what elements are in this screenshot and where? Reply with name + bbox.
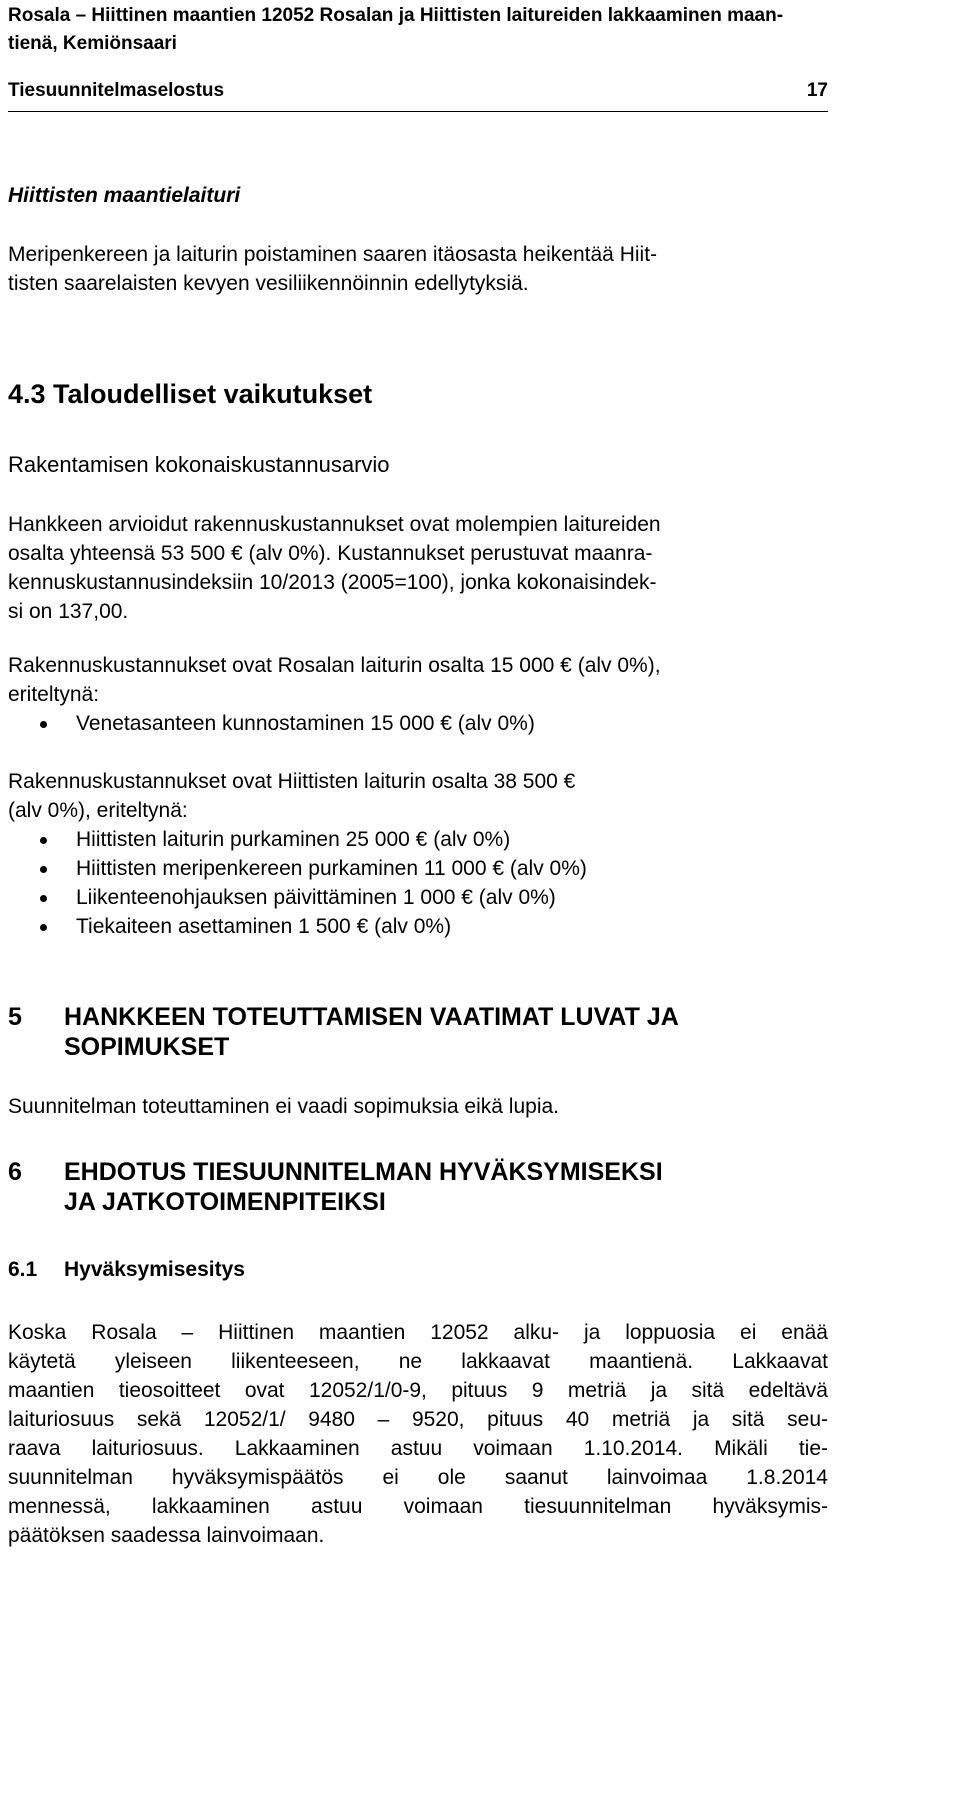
text-line: kennuskustannusindeksiin 10/2013 (2005=100), jonka kokonaisindek- (8, 571, 657, 594)
text-line: mennessä, lakkaaminen astuu voimaan tiesuunnitelman hyväksymis- (8, 1495, 828, 1518)
rosala-cost-list (8, 709, 828, 738)
text-line: Koska Rosala – Hiittinen maantien 12052 alku- ja loppuosia ei enää (8, 1321, 828, 1344)
text-line: Rakennuskustannukset ovat Rosalan laiturin osalta 15 000 € (alv 0%), (8, 654, 661, 677)
section-6-1-heading: 6.1 Hyväksymisesitys (8, 1255, 828, 1284)
text-line: tisten saarelaisten kevyen vesiliikennöinnin edellytyksiä. (8, 272, 529, 295)
list-item: Tiekaiteen asettaminen 1 500 € (alv 0%) (8, 912, 828, 941)
header-title (8, 2, 828, 58)
section-4-3-heading: 4.3 Taloudelliset vaikutukset (8, 379, 373, 409)
list-item: Hiittisten meripenkereen purkaminen 11 000 € (alv 0%) (8, 854, 828, 883)
text-line: (alv 0%), eriteltynä: (8, 799, 188, 822)
header-title-line: tienä, Kemiönsaari (8, 33, 177, 54)
hiittisten-heading: Hiittisten maantielaituri (8, 184, 241, 207)
header-title-line: Rosala – Hiittinen maantien 12052 Rosalan ja Hiittisten laitureiden lakkaaminen maan- (8, 5, 784, 26)
text-line: käytetä yleiseen liikenteeseen, ne lakkaavat maantienä. Lakkaavat (8, 1350, 828, 1373)
text-line: Meripenkereen ja laiturin poistaminen saaren itäosasta heikentää Hiit- (8, 243, 658, 266)
text-line: päätöksen saadessa lainvoimaan. (8, 1524, 325, 1547)
section-5-heading: 5 HANKKEEN TOTEUTTAMISEN VAATIMAT LUVAT JA SOPIMUKSET (8, 1003, 679, 1061)
section-number: 6 (8, 1158, 22, 1186)
list-item: Hiittisten laiturin purkaminen 25 000 € (alv 0%) (8, 825, 828, 854)
section-6-heading: 6 EHDOTUS TIESUUNNITELMAN HYVÄKSYMISEKSI JA JATKOTOIMENPITEIKSI (8, 1158, 663, 1216)
page-number: 17 (806, 80, 828, 101)
text-line: si on 137,00. (8, 600, 129, 623)
text-line: raava laituriosuus. Lakkaaminen astuu voimaan 1.10.2014. Mikäli tie- (8, 1437, 828, 1460)
cost-estimate-subheading: Rakentamisen kokonaiskustannusarvio (8, 452, 390, 477)
text-line: Rakennuskustannukset ovat Hiittisten laiturin osalta 38 500 € (8, 770, 576, 793)
section-5-text: Suunnitelman toteuttaminen ei vaadi sopimuksia eikä lupia. (8, 1095, 559, 1118)
text-line: Hankkeen arvioidut rakennuskustannukset ovat molempien laitureiden (8, 513, 661, 536)
header-doc-type: Tiesuunnitelmaselostus (8, 80, 225, 101)
page-header (8, 2, 828, 105)
section-number: 5 (8, 1003, 22, 1031)
cost-paragraph (8, 510, 828, 626)
header-rule (8, 111, 828, 112)
rosala-costs (8, 651, 828, 738)
hiittinen-costs (8, 767, 828, 941)
text-line: osalta yhteensä 53 500 € (alv 0%). Kustannukset perustuvat maanra- (8, 542, 653, 565)
text-line: maantien tieosoitteet ovat 12052/1/0-9, pituus 9 metriä ja sitä edeltävä (8, 1379, 828, 1402)
hiittinen-cost-list (8, 825, 828, 941)
text-line: suunnitelman hyväksymispäätös ei ole saanut lainvoimaa 1.8.2014 (8, 1466, 828, 1489)
section-number: 6.1 (8, 1258, 38, 1281)
approval-paragraph (8, 1318, 828, 1550)
list-item: Venetasanteen kunnostaminen 15 000 € (alv 0%) (8, 709, 828, 738)
hiittisten-paragraph (8, 240, 828, 298)
list-item: Liikenteenohjauksen päivittäminen 1 000 € (alv 0%) (8, 883, 828, 912)
text-line: eriteltynä: (8, 683, 100, 706)
text-line: laituriosuus sekä 12052/1/ 9480 – 9520, pituus 40 metriä ja sitä seu- (8, 1408, 828, 1431)
